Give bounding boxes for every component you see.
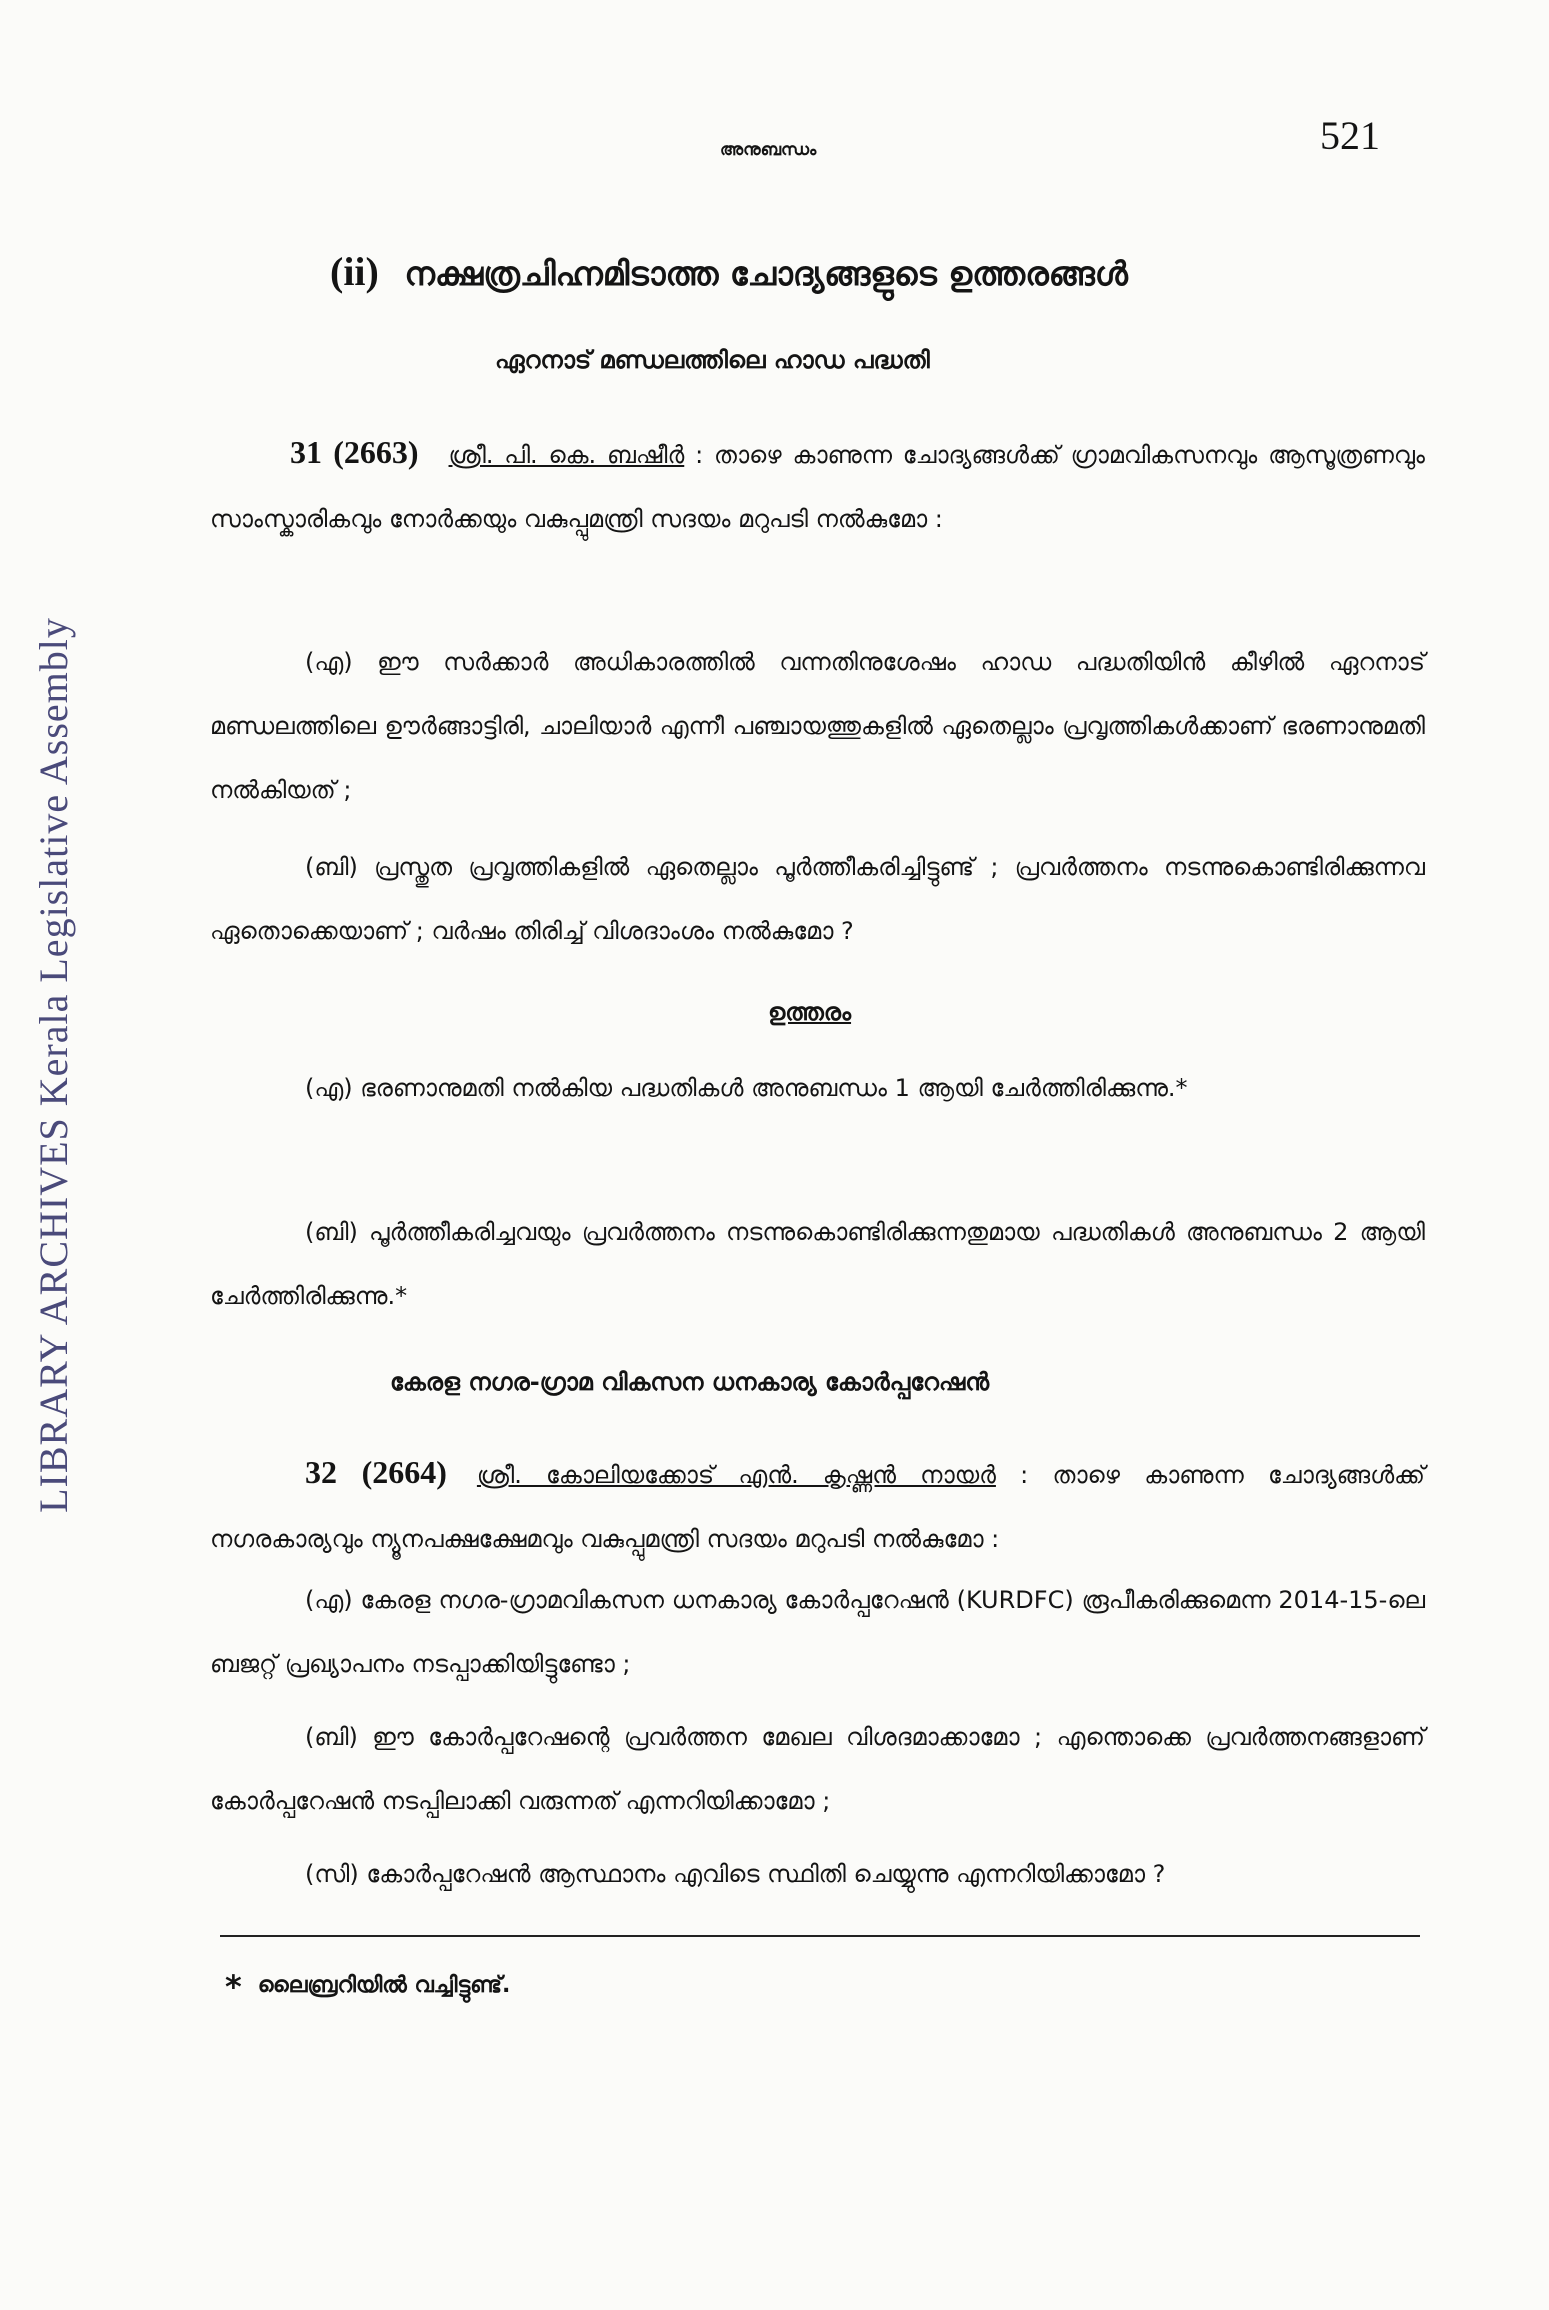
member-name: ശ്രീ. കോലിയക്കോട് എൻ. കൃഷ്ണൻ നായർ — [476, 1461, 996, 1489]
page-number: 521 — [1320, 113, 1380, 158]
footnote — [225, 1968, 510, 2006]
question-32-part-c: (സി) കോർപ്പറേഷൻ ആസ്ഥാനം എവിടെ സ്ഥിതി ചെയ്യുന്നു എന്നറിയിക്കാമോ ? — [305, 1860, 1166, 1888]
question-heading-32: കേരള നഗര-ഗ്രാമ വികസന ധനകാര്യ കോർപ്പറേഷൻ — [390, 1368, 990, 1396]
question-32-part-b: (ബി) ഈ കോർപ്പറേഷന്റെ പ്രവർത്തന മേഖല വിശദമാക്കാമോ ; എന്തൊക്കെ പ്രവർത്തനങ്ങളാണ് കോർപ്പറേഷൻ നടപ്പിലാക്കി വരുന്നത് എന്നറിയിക്കാമോ ; — [210, 1723, 1425, 1815]
answer-31-a: (എ) ഭരണാനുമതി നൽകിയ പദ്ധതികൾ അനുബന്ധം 1 ആയി ചേർത്തിരിക്കുന്നു.* — [305, 1074, 1188, 1102]
question-intro-text: : താഴെ കാണുന്ന ചോദ്യങ്ങൾക്ക് ഗ്രാമവികസനവും ആസൂത്രണവും സാംസ്കാരികവും നോർക്കയും വകുപ്പുമന്ത്രി സദയം മറുപടി നൽകുമോ : — [210, 441, 1425, 533]
question-heading-31: ഏറനാട് മണ്ഡലത്തിലെ ഹാഡ പദ്ധതി — [495, 346, 930, 374]
section-title — [330, 248, 1128, 295]
question-31-part-b: (ബി) പ്രസ്തുത പ്രവൃത്തികളിൽ ഏതെല്ലാം പൂർത്തീകരിച്ചിട്ടുണ്ട് ; പ്രവർത്തനം നടന്നുകൊണ്ടിരിക്കുന്നവ ഏതൊക്കെയാണ് ; വർഷം തിരിച്ച് വിശദാംശം നൽകുമോ ? — [210, 853, 1425, 945]
section-title-text: നക്ഷത്രചിഹ്നമിടാത്ത ചോദ്യങ്ങളുടെ ഉത്തരങ്ങൾ — [404, 254, 1128, 293]
question-number: 32 (2664) — [305, 1454, 447, 1490]
member-name: ശ്രീ. പി. കെ. ബഷീർ — [448, 441, 685, 469]
answer-heading: ഉത്തരം — [768, 998, 852, 1026]
answer-31-b: (ബി) പൂർത്തീകരിച്ചവയും പ്രവർത്തനം നടന്നുകൊണ്ടിരിക്കുന്നതുമായ പദ്ധതികൾ അനുബന്ധം 2 ആയി ചേർത്തിരിക്കുന്നു.* — [210, 1218, 1425, 1310]
question-number: 31 (2663) — [290, 434, 419, 470]
question-intro-text: : താഴെ കാണുന്ന ചോദ്യങ്ങൾക്ക് നഗരകാര്യവും ന്യൂനപക്ഷക്ഷേമവും വകുപ്പുമന്ത്രി സദയം മറുപടി നൽകുമോ : — [210, 1461, 1425, 1553]
archive-watermark: LIBRARY ARCHIVES Kerala Legislative Assembly — [31, 617, 76, 1513]
question-31-intro — [210, 420, 1425, 551]
question-31-part-a: (എ) ഈ സർക്കാർ അധികാരത്തിൽ വന്നതിനുശേഷം ഹാഡ പദ്ധതിയിൻ കീഴിൽ ഏറനാട് മണ്ഡലത്തിലെ ഊർങ്ങാട്ടിരി, ചാലിയാർ എന്നീ പഞ്ചായത്തുകളിൽ ഏതെല്ലാം പ്രവൃത്തികൾക്കാണ് ഭരണാനുമതി നൽകിയത് ; — [210, 648, 1425, 804]
running-header: അനുബന്ധം — [720, 140, 817, 160]
footnote-divider — [220, 1935, 1420, 1937]
question-32-part-a: (എ) കേരള നഗര-ഗ്രാമവികസന ധനകാര്യ കോർപ്പറേഷൻ (KURDFC) രൂപീകരിക്കുമെന്ന 2014-15-ലെ ബജറ്റ് പ്രഖ്യാപനം നടപ്പാക്കിയിട്ടുണ്ടോ ; — [210, 1586, 1425, 1678]
footnote-text: ലൈബ്രറിയിൽ വച്ചിട്ടുണ്ട്. — [257, 1973, 511, 1998]
section-number: (ii) — [330, 249, 379, 294]
footnote-mark: * — [225, 1968, 242, 2006]
question-32-intro — [210, 1440, 1425, 1571]
